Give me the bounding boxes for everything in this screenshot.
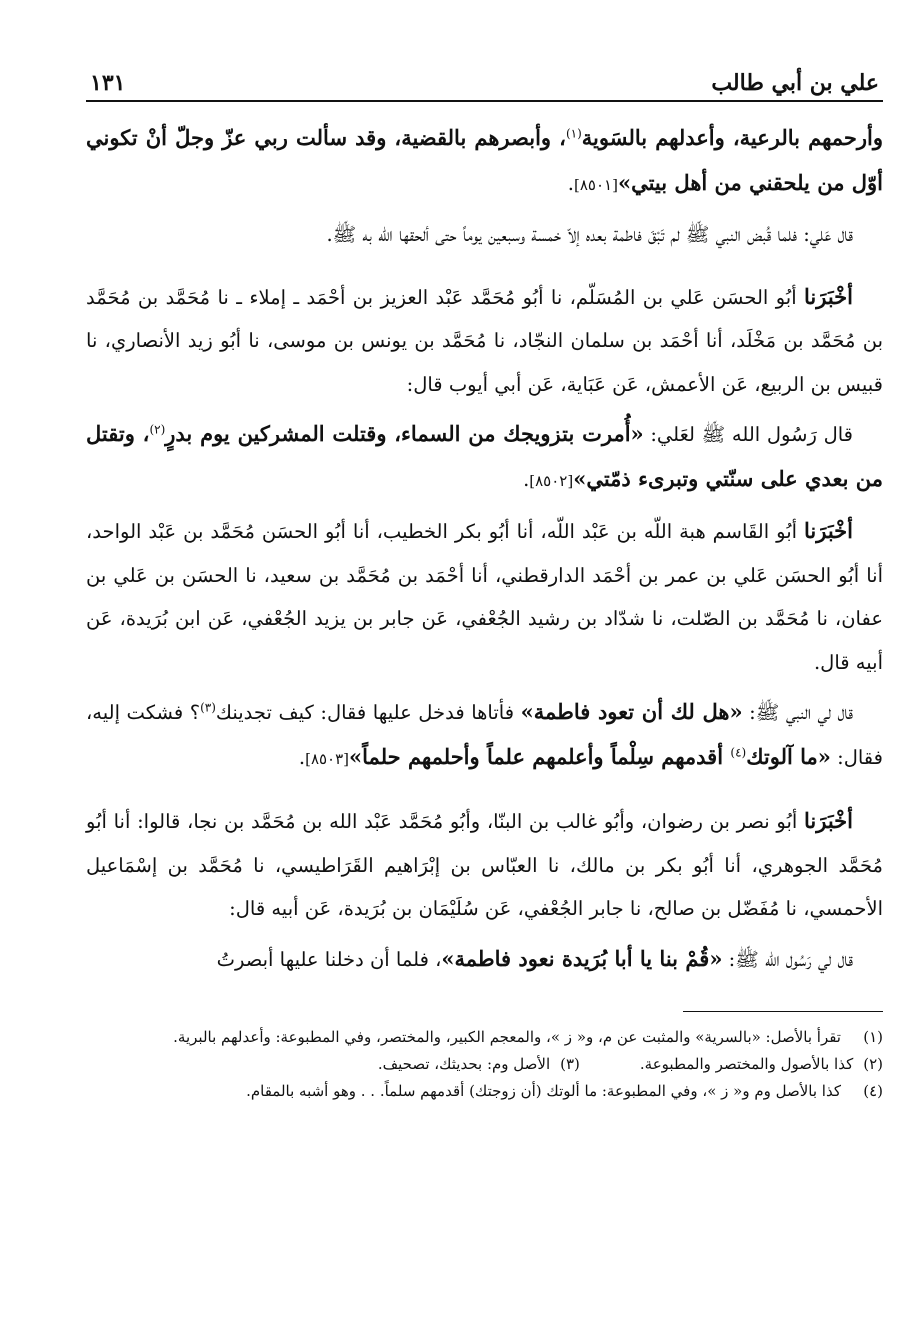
quote-text: «قُمْ بنا يا أبا بُرَيدة نعود فاطمة» — [441, 945, 723, 971]
footnote-number: (٢) — [863, 1055, 883, 1073]
quote-text: وأرحمهم بالرعية، وأعدلهم بالسَوية — [581, 125, 883, 150]
quote-text: ، وأبصرهم بالقضية، وقد سألت ربي عزّ وجلّ أنْ تكوني أوّل من يلحقني من أهل بيتي» — [86, 125, 883, 195]
narrative-text: ، فلما أن دخلنا عليها أبصرتُ — [216, 947, 442, 971]
isnad-text: أبُو نصر بن رضوان، وأبُو غالب بن البنّا، وأبُو مُحَمَّد عَبْد الله بن مُحَمَّد بن نجا، قالوا: أنا أبُو مُحَمَّد الجوهري، أنا أبُو بكر بن مالك، نا العبّاس بن إبْرَاهيم القَرَاطيسي، نا مُحَمَّد بن إسْمَاعيل الأحمسي، نا مُفَضّل بن صالح، نا جابر الجُعْفي، عَن سُلَيْمَان بن بُرَيدة، عَن أبيه قال: — [86, 810, 883, 920]
intro-text: قال لي رَسُول الله ﷺ: — [722, 947, 853, 971]
footnote-text: كذا بالأصول والمختصر والمطبوعة. — [639, 1055, 854, 1073]
footnote-row-2-3 — [86, 1051, 883, 1078]
isnad-text: أبُو الحسَن عَلي بن المُسَلّم، نا أبُو مُحَمَّد عَبْد العزيز بن أحْمَد ـ إملاء ـ نا مُحَمَّد بن مُحَمَّد بن مُحَمَّد بن مَخْلَد، أنا أحْمَد بن سلمان النجّاد، نا مُحَمَّد بن يونس بن موسى، نا أبُو زيد الأنصاري، نا قبيس بن الربيع، عَن الأعمش، عَن عَبَاية، عَن أبي أيوب قال: — [86, 285, 883, 396]
quote-text: أقدمهم سِلْماً وأعلمهم علماً وأحلمهم حلماً» — [349, 743, 731, 769]
end-dot: . — [523, 467, 530, 491]
footnote-marker: (٤) — [730, 745, 747, 759]
footnote-number: (١) — [863, 1028, 883, 1046]
hadith-number: [٨٥٠٣] — [305, 749, 350, 768]
footnote-marker: (٢) — [149, 422, 166, 437]
footnote-2 — [640, 1051, 883, 1078]
paragraph-5 — [86, 509, 883, 684]
end-dot: . — [298, 745, 306, 769]
isnad-lead: أخْبَرَنا — [804, 808, 853, 833]
footnote-text: كذا بالأصل وم و« ز »، وفي المطبوعة: ما ألوتك (أن زوجتك) أقدمهم سلماً. . . وهو أشبه بالمقام. — [246, 1082, 841, 1100]
narrative-text: ؟ فشكت إليه، فقال: — [86, 701, 883, 769]
footnote-text: الأصل وم: بحديثك، تصحيف. — [377, 1055, 551, 1073]
hadith-number: [٨٥٠٢] — [529, 471, 574, 490]
paragraph-7 — [86, 799, 883, 931]
paragraph-3 — [86, 275, 883, 407]
footnote-text: تقرأ بالأصل: «بالسرية» والمثبت عن م، و« ز »، والمعجم الكبير، والمختصر، وفي المطبوعة: وأعدلهم بالبرية. — [173, 1028, 841, 1046]
page-number: ١٣١ — [90, 70, 126, 96]
isnad-text: أبُو القَاسم هبة اللّه بن عَبْد اللّه، أنا أبُو بكر الخطيب، أنا أبُو الحسَن مُحَمَّد بن عَبْد الواحد، أنا أبُو الحسَن عَلي بن عمر بن أحْمَد الدارقطني، أنا أحْمَد بن مُحَمَّد بن سعيد، نا الحسَن بن عَلي بن عفان، نا مُحَمَّد بن الصّلت، نا شدّاد بن رشيد الجُعْفي، عَن جابر بن يزيد الجُعْفي، عَن ابن بُرَيدة، عَن أبيه قال. — [86, 520, 883, 674]
running-title: علي بن أبي طالب — [711, 70, 879, 96]
quote-text: «هل لك أن تعود فاطمة» — [520, 699, 743, 724]
footnote-1 — [86, 1024, 883, 1051]
footnote-marker: (١) — [565, 126, 582, 141]
end-dot: . — [567, 171, 574, 195]
footnote-number: (٣) — [560, 1055, 580, 1073]
paragraph-6 — [86, 690, 883, 781]
footnote-divider — [683, 1011, 883, 1012]
paragraph-2: قال عَلي: فلما قُبض النبي ﷺ لم تَبْقَ فاطمة بعده إلاّ خمسة وسبعين يوماً حتى ألحقها الله به ﷺ. — [326, 223, 853, 246]
paragraph-4 — [86, 412, 883, 503]
paragraph-1 — [86, 116, 883, 207]
quote-text: «أُمرت بتزويجك من السماء، وقتلت المشركين يوم بدرٍ — [165, 421, 644, 446]
page-header — [86, 62, 883, 102]
isnad-lead: أخْبَرَنا — [804, 283, 853, 309]
isnad-lead: أخْبَرَنا — [804, 518, 853, 543]
paragraph-8 — [86, 937, 883, 982]
hadith-number: [٨٥٠١] — [574, 175, 618, 194]
footnote-number: (٤) — [863, 1082, 883, 1100]
narrative-text: فأتاها فدخل عليها فقال: كيف تجدينك — [215, 701, 521, 724]
footnote-4 — [86, 1078, 883, 1105]
quote-text: «ما آلوتك — [746, 743, 831, 769]
quote-text: ، وتقتل من بعدي على سنّتي وتبرىء ذمّتي» — [86, 421, 883, 491]
footnote-3 — [378, 1051, 580, 1078]
footnote-marker: (٣) — [200, 700, 216, 715]
intro-text: قال لي النبي ﷺ: — [742, 701, 854, 724]
intro-text: قال رَسُول الله ﷺ لعَلي: — [643, 423, 854, 446]
